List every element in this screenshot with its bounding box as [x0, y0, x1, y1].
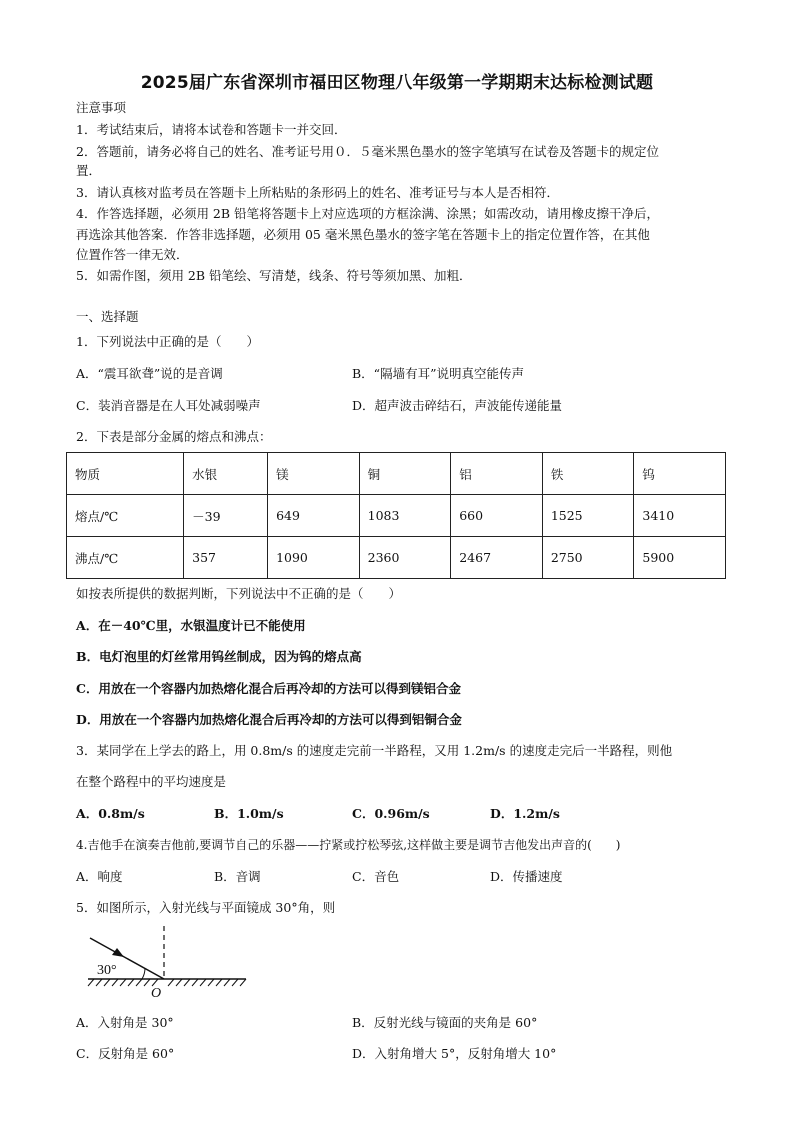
- table-cell: 660: [451, 495, 543, 537]
- table-cell: 熔点/℃: [67, 495, 184, 537]
- notice-line-7: 位置作答一律无效．: [76, 247, 189, 262]
- q4-option-c: C．音色: [352, 869, 400, 884]
- table-row: [67, 495, 726, 537]
- table-cell: 2750: [542, 537, 634, 579]
- section-heading: 一、选择题: [76, 309, 139, 324]
- table-cell: 357: [184, 537, 268, 579]
- table-header-cell: 铝: [451, 453, 543, 495]
- table-header-cell: 钨: [634, 453, 726, 495]
- table-header-cell: 水银: [184, 453, 268, 495]
- notice-line-5: 4．作答选择题，必须用 2B 铅笔将答题卡上对应选项的方框涂满、涂黑；如需改动，请用橡皮擦干净后，: [76, 206, 660, 221]
- q3-stem-line-1: 3．某同学在上学去的路上，用 0.8m/s 的速度走完前一半路程，又用 1.2m/s 的速度走完后一半路程，则他: [76, 743, 673, 758]
- notice-line-4: 3．请认真核对监考员在答题卡上所粘贴的条形码上的姓名、准考证号与本人是否相符．: [76, 185, 559, 200]
- table-header-cell: 铜: [359, 453, 451, 495]
- table-cell: 1083: [359, 495, 451, 537]
- angle-arc: [142, 968, 145, 979]
- angle-label: 30°: [97, 963, 117, 978]
- notice-line-2: 2．答题前，请务必将自己的姓名、准考证号用０．５毫米黑色墨水的签字笔填写在试卷及答题卡的规定位: [76, 144, 659, 159]
- notice-line-3: 置．: [76, 163, 102, 178]
- q4-stem: 4.吉他手在演奏吉他前,要调节自己的乐器——拧紧或拧松琴弦,这样做主要是调节吉他发出声音的( ): [76, 838, 621, 852]
- table-header-cell: 铁: [542, 453, 634, 495]
- notice-line-6: 再选涂其他答案．作答非选择题，必须用 05 毫米黑色墨水的签字笔在答题卡上的指定位置作答，在其他: [76, 227, 650, 242]
- q4-option-a: A．响度: [76, 869, 123, 884]
- table-row: [67, 537, 726, 579]
- table-cell: 1090: [268, 537, 360, 579]
- q1-option-c: C．装消音器是在人耳处减弱噪声: [76, 398, 261, 413]
- table-header-cell: 物质: [67, 453, 184, 495]
- q2-question: 如按表所提供的数据判断，下列说法中不正确的是（ ）: [76, 586, 402, 601]
- q3-option-c: C．0.96m/s: [352, 806, 430, 821]
- table-cell: 2467: [451, 537, 543, 579]
- page-title: 2025届广东省深圳市福田区物理八年级第一学期期末达标检测试题: [140, 73, 654, 93]
- q5-stem: 5．如图所示，入射光线与平面镜成 30°角，则: [76, 900, 336, 915]
- q3-option-d: D．1.2m/s: [490, 806, 560, 821]
- metals-table: [66, 452, 726, 579]
- q4-option-b: B．音调: [214, 869, 261, 884]
- notice-heading: 注意事项: [76, 100, 127, 115]
- table-header-cell: 镁: [268, 453, 360, 495]
- point-label: O: [151, 986, 162, 1000]
- table-cell: 5900: [634, 537, 726, 579]
- q5-option-c: C．反射角是 60°: [76, 1046, 175, 1061]
- q5-option-a: A．入射角是 30°: [76, 1015, 174, 1030]
- q5-option-b: B．反射光线与镜面的夹角是 60°: [352, 1015, 538, 1030]
- mirror-hatching: [88, 979, 246, 986]
- q1-option-a: A．“震耳欲聋”说的是音调: [76, 366, 223, 381]
- table-cell: －39: [184, 495, 268, 537]
- q1-option-d: D．超声波击碎结石，声波能传递能量: [352, 398, 563, 413]
- table-cell: 3410: [634, 495, 726, 537]
- table-cell: 沸点/℃: [67, 537, 184, 579]
- table-cell: 649: [268, 495, 360, 537]
- notice-line-1: 1．考试结束后，请将本试卷和答题卡一并交回．: [76, 122, 347, 137]
- q1-option-b: B．“隔墙有耳”说明真空能传声: [352, 366, 524, 381]
- q3-option-a: A．0.8m/s: [76, 806, 145, 821]
- q2-option-a: A．在－40℃里，水银温度计已不能使用: [76, 618, 306, 633]
- arrow-head-icon: [112, 948, 124, 957]
- q3-option-b: B．1.0m/s: [214, 806, 284, 821]
- q5-option-d: D．入射角增大 5°，反射角增大 10°: [352, 1046, 557, 1061]
- q2-stem: 2．下表是部分金属的熔点和沸点：: [76, 429, 272, 444]
- table-header-row: [67, 453, 726, 495]
- q2-option-b: B．电灯泡里的灯丝常用钨丝制成，因为钨的熔点高: [76, 649, 362, 664]
- q3-stem-line-2: 在整个路程中的平均速度是: [76, 774, 227, 789]
- q4-option-d: D．传播速度: [490, 869, 563, 884]
- table-cell: 2360: [359, 537, 451, 579]
- q2-option-c: C．用放在一个容器内加热熔化混合后再冷却的方法可以得到镁铝合金: [76, 681, 461, 696]
- notice-line-8: 5．如需作图，须用 2B 铅笔绘、写清楚，线条、符号等须加黑、加粗．: [76, 268, 472, 283]
- q2-option-d: D．用放在一个容器内加热熔化混合后再冷却的方法可以得到铝铜合金: [76, 712, 462, 727]
- table-cell: 1525: [542, 495, 634, 537]
- q1-stem: 1．下列说法中正确的是（ ）: [76, 334, 259, 349]
- mirror-diagram: [84, 924, 254, 1000]
